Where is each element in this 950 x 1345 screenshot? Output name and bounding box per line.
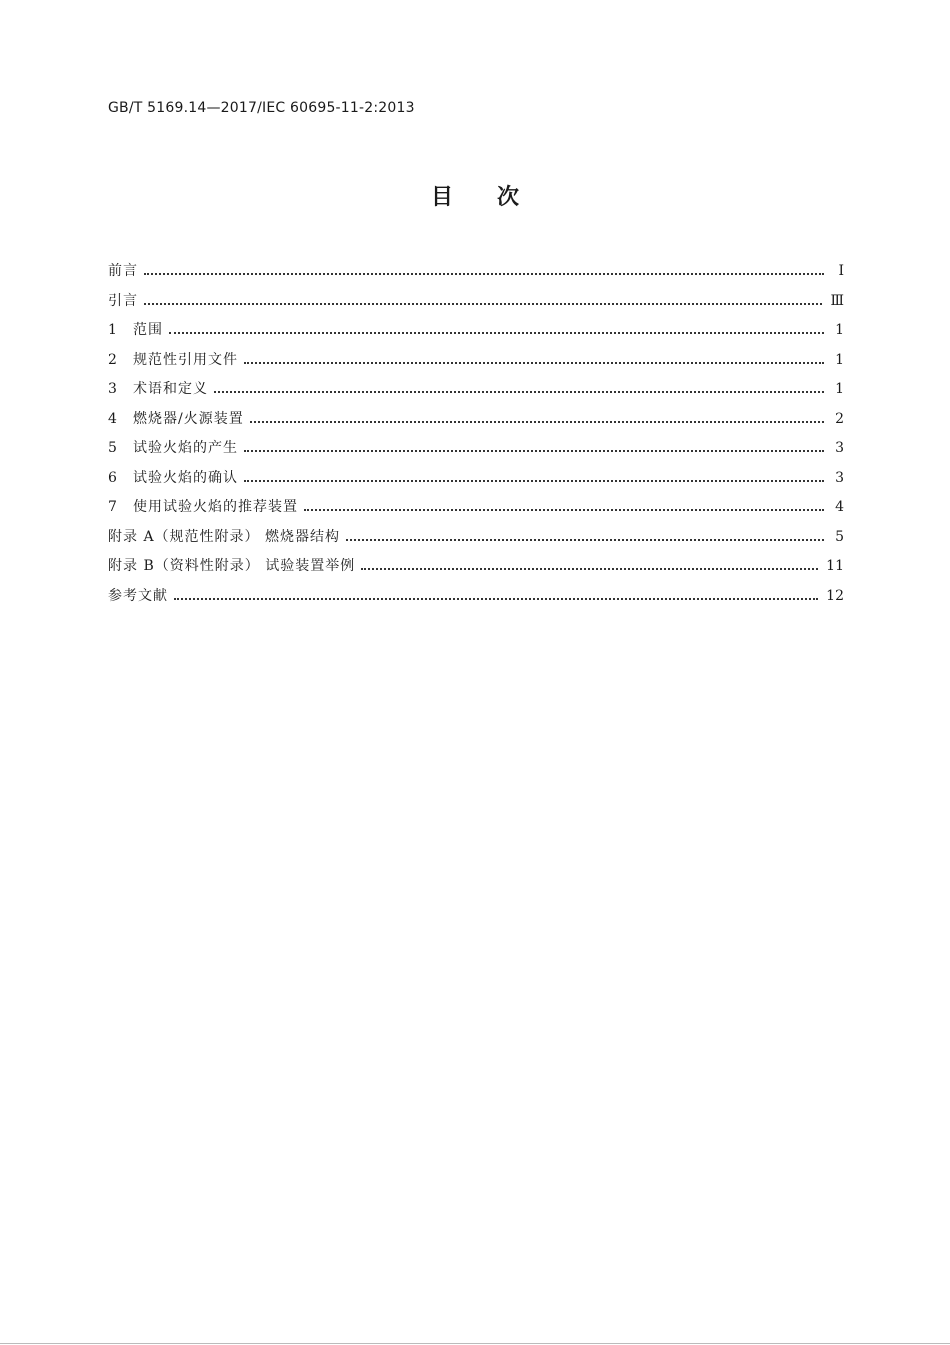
toc-entry-label: 规范性引用文件 <box>133 351 238 368</box>
page-bottom-edge <box>0 1343 950 1344</box>
toc-entry-annex-b[interactable] <box>108 553 844 583</box>
toc-entry-flame-production[interactable] <box>108 435 844 465</box>
toc-entry-label: 附录 B（资料性附录） 试验装置举例 <box>108 558 356 574</box>
toc-entry-page: 2 <box>835 410 844 427</box>
toc-entry-page: 11 <box>826 558 844 574</box>
toc-entry-recommended-arrangement[interactable] <box>108 494 844 524</box>
toc-entry-label: 燃烧器/火源装置 <box>133 410 244 427</box>
dot-leader <box>174 584 818 600</box>
toc-entry-page: 3 <box>835 440 844 456</box>
toc-entry-flame-confirmation[interactable] <box>108 465 844 495</box>
dot-leader <box>304 495 824 511</box>
toc-entry-normative-references[interactable] <box>108 347 844 377</box>
toc-entry-page: 1 <box>835 381 844 397</box>
toc-entry-label: 术语和定义 <box>133 381 208 397</box>
toc-entry-label: 范围 <box>133 322 163 338</box>
toc-entry-label: 试验火焰的产生 <box>133 440 238 456</box>
toc-entry-page: 4 <box>835 499 844 515</box>
dot-leader <box>244 466 824 482</box>
table-of-contents <box>108 258 844 612</box>
toc-entry-page: Ⅲ <box>830 292 844 309</box>
dot-leader <box>214 377 824 393</box>
toc-entry-number: 4 <box>108 410 117 427</box>
dot-leader <box>244 348 824 364</box>
toc-entry-label: 使用试验火焰的推荐装置 <box>133 499 298 515</box>
toc-entry-number: 7 <box>108 499 117 515</box>
dot-leader <box>169 318 824 334</box>
toc-entry-burner[interactable] <box>108 406 844 436</box>
standard-code: GB/T 5169.14—2017/IEC 60695-11-2:2013 <box>108 100 415 116</box>
dot-leader <box>244 436 824 452</box>
toc-entry-annex-a[interactable] <box>108 524 844 554</box>
toc-entry-label: 试验火焰的确认 <box>133 469 238 486</box>
dot-leader <box>144 289 822 305</box>
toc-entry-number: 6 <box>108 469 117 486</box>
dot-leader <box>361 554 818 570</box>
toc-entry-label: 前言 <box>108 263 138 279</box>
toc-entry-number: 2 <box>108 351 117 368</box>
toc-entry-number: 1 <box>108 322 117 338</box>
toc-entry-page: 3 <box>835 469 844 486</box>
toc-entry-label: 引言 <box>108 292 138 309</box>
page-title: 目次 <box>430 185 563 210</box>
toc-entry-page: 1 <box>835 351 844 368</box>
toc-entry-scope[interactable] <box>108 317 844 347</box>
toc-entry-terms-definitions[interactable] <box>108 376 844 406</box>
toc-entry-page: 12 <box>826 587 844 604</box>
toc-entry-foreword[interactable] <box>108 258 844 288</box>
toc-entry-label: 参考文献 <box>108 587 168 604</box>
dot-leader <box>250 407 824 423</box>
toc-entry-bibliography[interactable] <box>108 583 844 613</box>
toc-entry-number: 3 <box>108 381 117 397</box>
dot-leader <box>144 259 824 275</box>
toc-entry-introduction[interactable] <box>108 288 844 318</box>
toc-entry-label: 附录 A（规范性附录） 燃烧器结构 <box>108 528 341 545</box>
toc-entry-page: 5 <box>835 528 844 545</box>
dot-leader <box>346 525 824 541</box>
toc-entry-page: Ⅰ <box>838 263 844 279</box>
toc-entry-number: 5 <box>108 440 117 456</box>
toc-entry-page: 1 <box>835 322 844 338</box>
